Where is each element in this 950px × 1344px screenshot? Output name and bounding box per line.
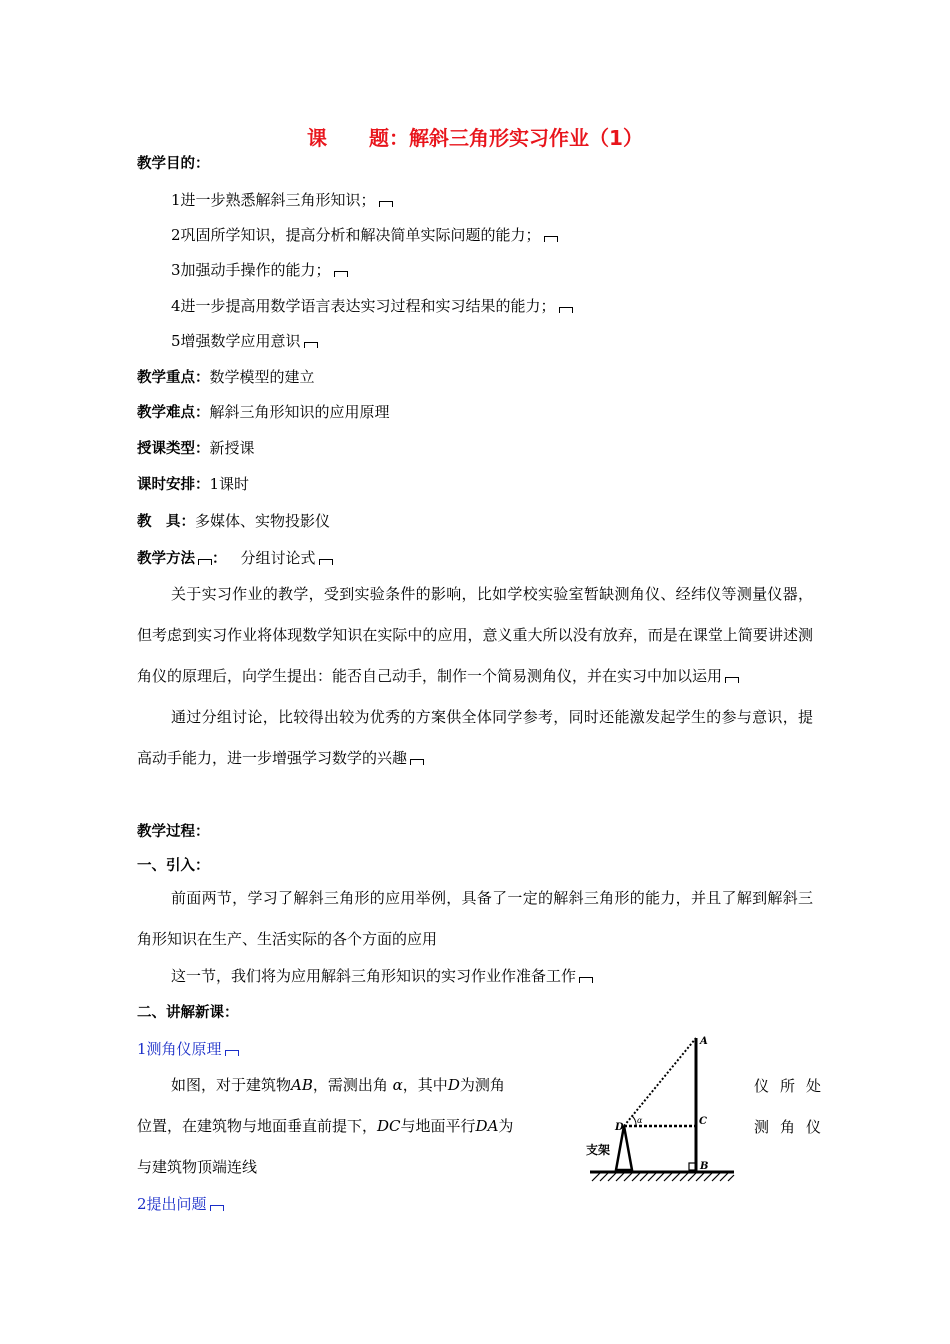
subheading-goniometer: 1测角仪原理 <box>137 1039 239 1059</box>
tools-label: 教 具： <box>137 514 195 530</box>
tools-value: 多媒体、实物投影仪 <box>195 512 331 530</box>
method-value: 分组讨论式 <box>240 549 316 567</box>
goniometer-desc-right1: 仪所处 <box>754 1077 833 1095</box>
objectives-heading: 教学目的： <box>137 156 210 172</box>
difficulty <box>137 402 390 423</box>
difficulty-label: 教学难点： <box>137 405 210 421</box>
lesson-type-value: 新授课 <box>209 439 255 457</box>
process-heading: 教学过程： <box>137 824 210 840</box>
goniometer-desc-line2: 位置，在建筑物与地面垂直前提下，DC与地面平行DA为 <box>137 1117 514 1135</box>
intro-paragraph: 关于实习作业的教学，受到实验条件的影响，比如学校实验室暂缺测角仪、经纬仪等测量仪器，但考虑到实习作业将体现数学知识在实际中的应用，意义重大所以没有放弃，而是在课堂上简要讲述测角仪的原理后，向学生提出：能否自己动手，制作一个简易测角仪，并在实习中加以运用 <box>137 585 813 685</box>
label-d: D <box>615 1122 624 1133</box>
objective-item: 5增强数学应用意识 <box>171 331 318 351</box>
schedule-value: 1课时 <box>209 475 250 493</box>
label-a: A <box>700 1036 708 1047</box>
objective-item: 3加强动手操作的能力； <box>171 260 348 280</box>
label-stand: 支架 <box>586 1143 611 1157</box>
objective-item: 2巩固所学知识，提高分析和解决简单实际问题的能力； <box>171 225 558 245</box>
ground-hatching <box>592 1173 734 1181</box>
section1-heading: 一、引入： <box>137 858 210 874</box>
label-alpha: α <box>637 1116 643 1125</box>
tools <box>137 511 330 532</box>
label-c: C <box>699 1116 707 1127</box>
line-da <box>624 1038 696 1126</box>
key-point-value: 数学模型的建立 <box>209 368 315 386</box>
section2-heading: 二、讲解新课： <box>137 1005 239 1021</box>
goniometer-desc-line1: 如图，对于建筑物AB，需测出角 α，其中D为测角 <box>171 1076 505 1094</box>
method: 教学方法 ： 分组讨论式 <box>137 548 333 569</box>
goniometer-desc-line3: 与建筑物顶端连线 <box>137 1158 258 1176</box>
label-b: B <box>700 1161 709 1172</box>
goniometer-diagram <box>586 1030 738 1185</box>
section1-body <box>137 878 813 960</box>
section1-paragraph: 这一节，我们将为应用解斜三角形知识的实习作业作准备工作 <box>171 966 593 986</box>
difficulty-value: 解斜三角形知识的应用原理 <box>209 403 390 421</box>
objective-item: 1进一步熟悉解斜三角形知识； <box>171 190 393 210</box>
objective-item: 4进一步提高用数学语言表达实习过程和实习结果的能力； <box>171 296 573 316</box>
lesson-type <box>137 438 255 459</box>
title-part2: 题：解斜三角形实习作业（1） <box>369 126 643 150</box>
schedule-label: 课时安排： <box>137 477 210 493</box>
goniometer-desc-right2: 测角仪 <box>754 1118 833 1136</box>
subheading-question: 2提出问题 <box>137 1194 224 1214</box>
section1-paragraph: 前面两节，学习了解斜三角形的应用举例，具备了一定的解斜三角形的能力，并且了解到解斜三角形知识在生产、生活实际的各个方面的应用 <box>137 889 813 948</box>
schedule <box>137 474 249 495</box>
page-title <box>0 122 950 151</box>
method-label: 教学方法 <box>137 551 195 567</box>
key-point <box>137 367 315 388</box>
key-point-label: 教学重点： <box>137 370 210 386</box>
intro-section <box>137 574 813 779</box>
lesson-type-label: 授课类型： <box>137 441 210 457</box>
intro-paragraph: 通过分组讨论，比较得出较为优秀的方案供全体同学参考，同时还能激发起学生的参与意识，提高动手能力，进一步增强学习数学的兴趣 <box>137 708 813 767</box>
angle-arc <box>632 1116 636 1126</box>
title-part1: 课 <box>307 126 328 150</box>
